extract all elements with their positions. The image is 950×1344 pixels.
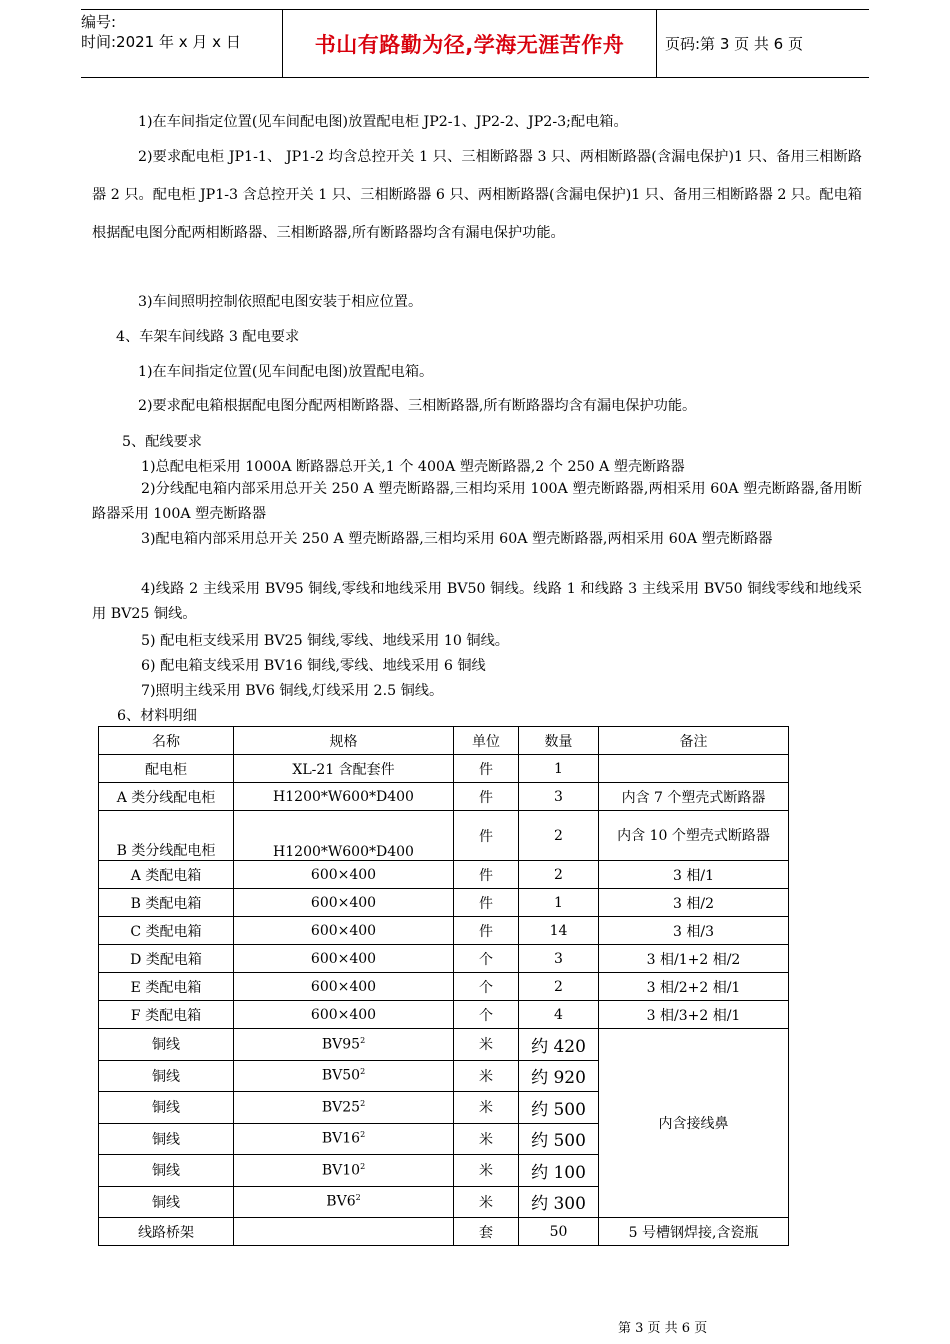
cell-qty: 3 [519,783,599,811]
table-row [99,1001,789,1029]
cell-unit: 套 [454,1218,519,1246]
cell-unit: 米 [454,1155,519,1187]
s5-item7: 7)照明主线采用 BV6 铜线,灯线采用 2.5 铜线。 [141,683,444,699]
table-row [99,861,789,889]
cell-unit: 件 [454,755,519,783]
cell-name: B 类配电箱 [99,889,234,917]
cell-spec [234,1218,454,1246]
cell-note: 3 相/3+2 相/1 [599,1001,789,1029]
cell-qty: 1 [519,889,599,917]
col-header-note: 备注 [599,727,789,755]
s3-item3: 3)车间照明控制依照配电图安装于相应位置。 [138,294,423,310]
table-row [99,1029,789,1061]
cell-spec [234,1060,454,1092]
cell-spec [234,1186,454,1218]
cell-name: A 类配电箱 [99,861,234,889]
cell-note: 3 相/2 [599,889,789,917]
cell-spec: 600×400 [234,861,454,889]
cell-unit: 米 [454,1123,519,1155]
table-row [99,811,789,861]
cell-spec [234,1092,454,1124]
cell-spec: 600×400 [234,973,454,1001]
table-row [99,889,789,917]
cell-qty: 约 420 [519,1029,599,1061]
cell-qty: 约 500 [519,1123,599,1155]
cell-unit: 米 [454,1029,519,1061]
cell-note: 3 相/1 [599,861,789,889]
table-header-row [99,727,789,755]
cell-name: 配电柜 [99,755,234,783]
table-row [99,945,789,973]
cell-spec [234,1155,454,1187]
wire-note-cell: 内含接线鼻 [599,1029,789,1218]
cell-qty: 约 920 [519,1060,599,1092]
col-header-spec: 规格 [234,727,454,755]
s4-item2: 2)要求配电箱根据配电图分配两相断路器、三相断路器,所有断路器均含有漏电保护功能。 [138,398,697,414]
cell-qty: 14 [519,917,599,945]
cell-note: 5 号槽钢焊接,含瓷瓶 [599,1218,789,1246]
s5-item6: 6) 配电箱支线采用 BV16 铜线,零线、地线采用 6 铜线 [141,658,486,674]
wire-spec: BV16 [321,1131,361,1148]
cell-unit: 件 [454,783,519,811]
col-header-name: 名称 [99,727,234,755]
cell-qty: 约 300 [519,1186,599,1218]
wire-spec-sup: 2 [360,1161,366,1171]
s5-item1: 1)总配电柜采用 1000A 断路器总开关,1 个 400A 塑壳断路器,2 个 250 A 塑壳断路器 [141,459,685,475]
table-row [99,917,789,945]
s5-item2: 2)分线配电箱内部采用总开关 250 A 塑壳断路器,三相均采用 100A 塑壳断路器,两相采用 60A 塑壳断路器,备用断路器采用 100A 塑壳断路器 [92,481,862,522]
cell-note [599,755,789,783]
cell-unit: 件 [454,811,519,861]
cell-name: 铜线 [99,1186,234,1218]
header-meta [81,10,283,77]
cell-note: 3 相/2+2 相/1 [599,973,789,1001]
cell-unit: 件 [454,889,519,917]
cell-name: B 类分线配电柜 [99,811,234,861]
s3-item2: 2)要求配电柜 JP1-1、 JP1-2 均含总控开关 1 只、三相断路器 3 只、两相断路器(含漏电保护)1 只、备用三相断路器 2 只。配电柜 JP1-3 含总控开关 1 只、三相断路器 6 只、两相断路器(含漏电保护)1 只、备用三相断路器 2 只。配电箱根据配电图分配两相断路器、三相断路器,所有断路器均含有漏电保护功能。 [92,149,862,241]
wire-spec-sup: 2 [355,1193,361,1203]
cell-spec: 600×400 [234,889,454,917]
cell-note: 内含 10 个塑壳式断路器 [599,811,789,861]
col-header-qty: 数量 [519,727,599,755]
date-label: 时间:2021 年 x 月 x 日 [81,33,241,51]
wire-spec-sup: 2 [360,1130,366,1140]
table-row [99,1218,789,1246]
cell-unit: 件 [454,861,519,889]
cell-name: A 类分线配电柜 [99,783,234,811]
s3-item1: 1)在车间指定位置(见车间配电图)放置配电柜 JP2-1、JP2-2、JP2-3;配电箱。 [138,114,628,130]
cell-spec: 600×400 [234,1001,454,1029]
table-row [99,755,789,783]
cell-qty: 3 [519,945,599,973]
wire-spec: BV25 [321,1099,361,1116]
s6-title: 6、材料明细 [117,708,197,724]
cell-name: 铜线 [99,1060,234,1092]
page-header [81,9,869,78]
cell-unit: 米 [454,1060,519,1092]
cell-spec: XL-21 含配套件 [234,755,454,783]
doc-number-label: 编号: [81,13,117,31]
cell-unit: 米 [454,1092,519,1124]
cell-name: 铜线 [99,1092,234,1124]
cell-name: C 类配电箱 [99,917,234,945]
cell-note: 3 相/1+2 相/2 [599,945,789,973]
table-row [99,783,789,811]
cell-note: 内含 7 个塑壳式断路器 [599,783,789,811]
s5-item4: 4)线路 2 主线采用 BV95 铜线,零线和地线采用 BV50 铜线。线路 1 和线路 3 主线采用 BV50 铜线零线和地线采用 BV25 铜线。 [92,581,862,622]
cell-unit: 个 [454,1001,519,1029]
cell-qty: 约 500 [519,1092,599,1124]
cell-spec [234,1123,454,1155]
cell-spec: H1200*W600*D400 [234,783,454,811]
cell-note: 3 相/3 [599,917,789,945]
wire-spec: BV10 [321,1162,361,1179]
cell-name: 铜线 [99,1029,234,1061]
cell-spec: 600×400 [234,917,454,945]
s4-item1: 1)在车间指定位置(见车间配电图)放置配电箱。 [138,364,434,380]
wire-spec: BV95 [321,1036,361,1053]
s4-title: 4、车架车间线路 3 配电要求 [116,329,300,345]
cell-qty: 2 [519,973,599,1001]
wire-spec-sup: 2 [360,1098,366,1108]
header-motto: 书山有路勤为径,学海无涯苦作舟 [283,10,657,77]
cell-spec [234,1029,454,1061]
cell-name: E 类配电箱 [99,973,234,1001]
cell-unit: 件 [454,917,519,945]
page-footer: 第 3 页 共 6 页 [618,1321,708,1336]
cell-qty: 2 [519,861,599,889]
cell-qty: 约 100 [519,1155,599,1187]
s5-title: 5、配线要求 [122,434,202,450]
cell-name: D 类配电箱 [99,945,234,973]
cell-name: 铜线 [99,1155,234,1187]
cell-unit: 米 [454,1186,519,1218]
wire-spec-sup: 2 [360,1067,366,1077]
wire-spec: BV50 [321,1068,361,1085]
cell-name: 线路桥架 [99,1218,234,1246]
cell-spec: H1200*W600*D400 [234,811,454,861]
cell-unit: 个 [454,973,519,1001]
cell-name: F 类配电箱 [99,1001,234,1029]
table-row [99,973,789,1001]
cell-qty: 50 [519,1218,599,1246]
wire-spec-sup: 2 [360,1035,366,1045]
wire-spec: BV6 [326,1194,356,1211]
cell-spec: 600×400 [234,945,454,973]
cell-qty: 4 [519,1001,599,1029]
cell-unit: 个 [454,945,519,973]
cell-name: 铜线 [99,1123,234,1155]
materials-table [98,726,789,1246]
cell-qty: 2 [519,811,599,861]
col-header-unit: 单位 [454,727,519,755]
header-page-info: 页码:第 3 页 共 6 页 [665,35,803,53]
cell-qty: 1 [519,755,599,783]
s5-item3: 3)配电箱内部采用总开关 250 A 塑壳断路器,三相均采用 60A 塑壳断路器,两相采用 60A 塑壳断路器 [141,531,773,547]
s5-item5: 5) 配电柜支线采用 BV25 铜线,零线、地线采用 10 铜线。 [141,633,509,649]
